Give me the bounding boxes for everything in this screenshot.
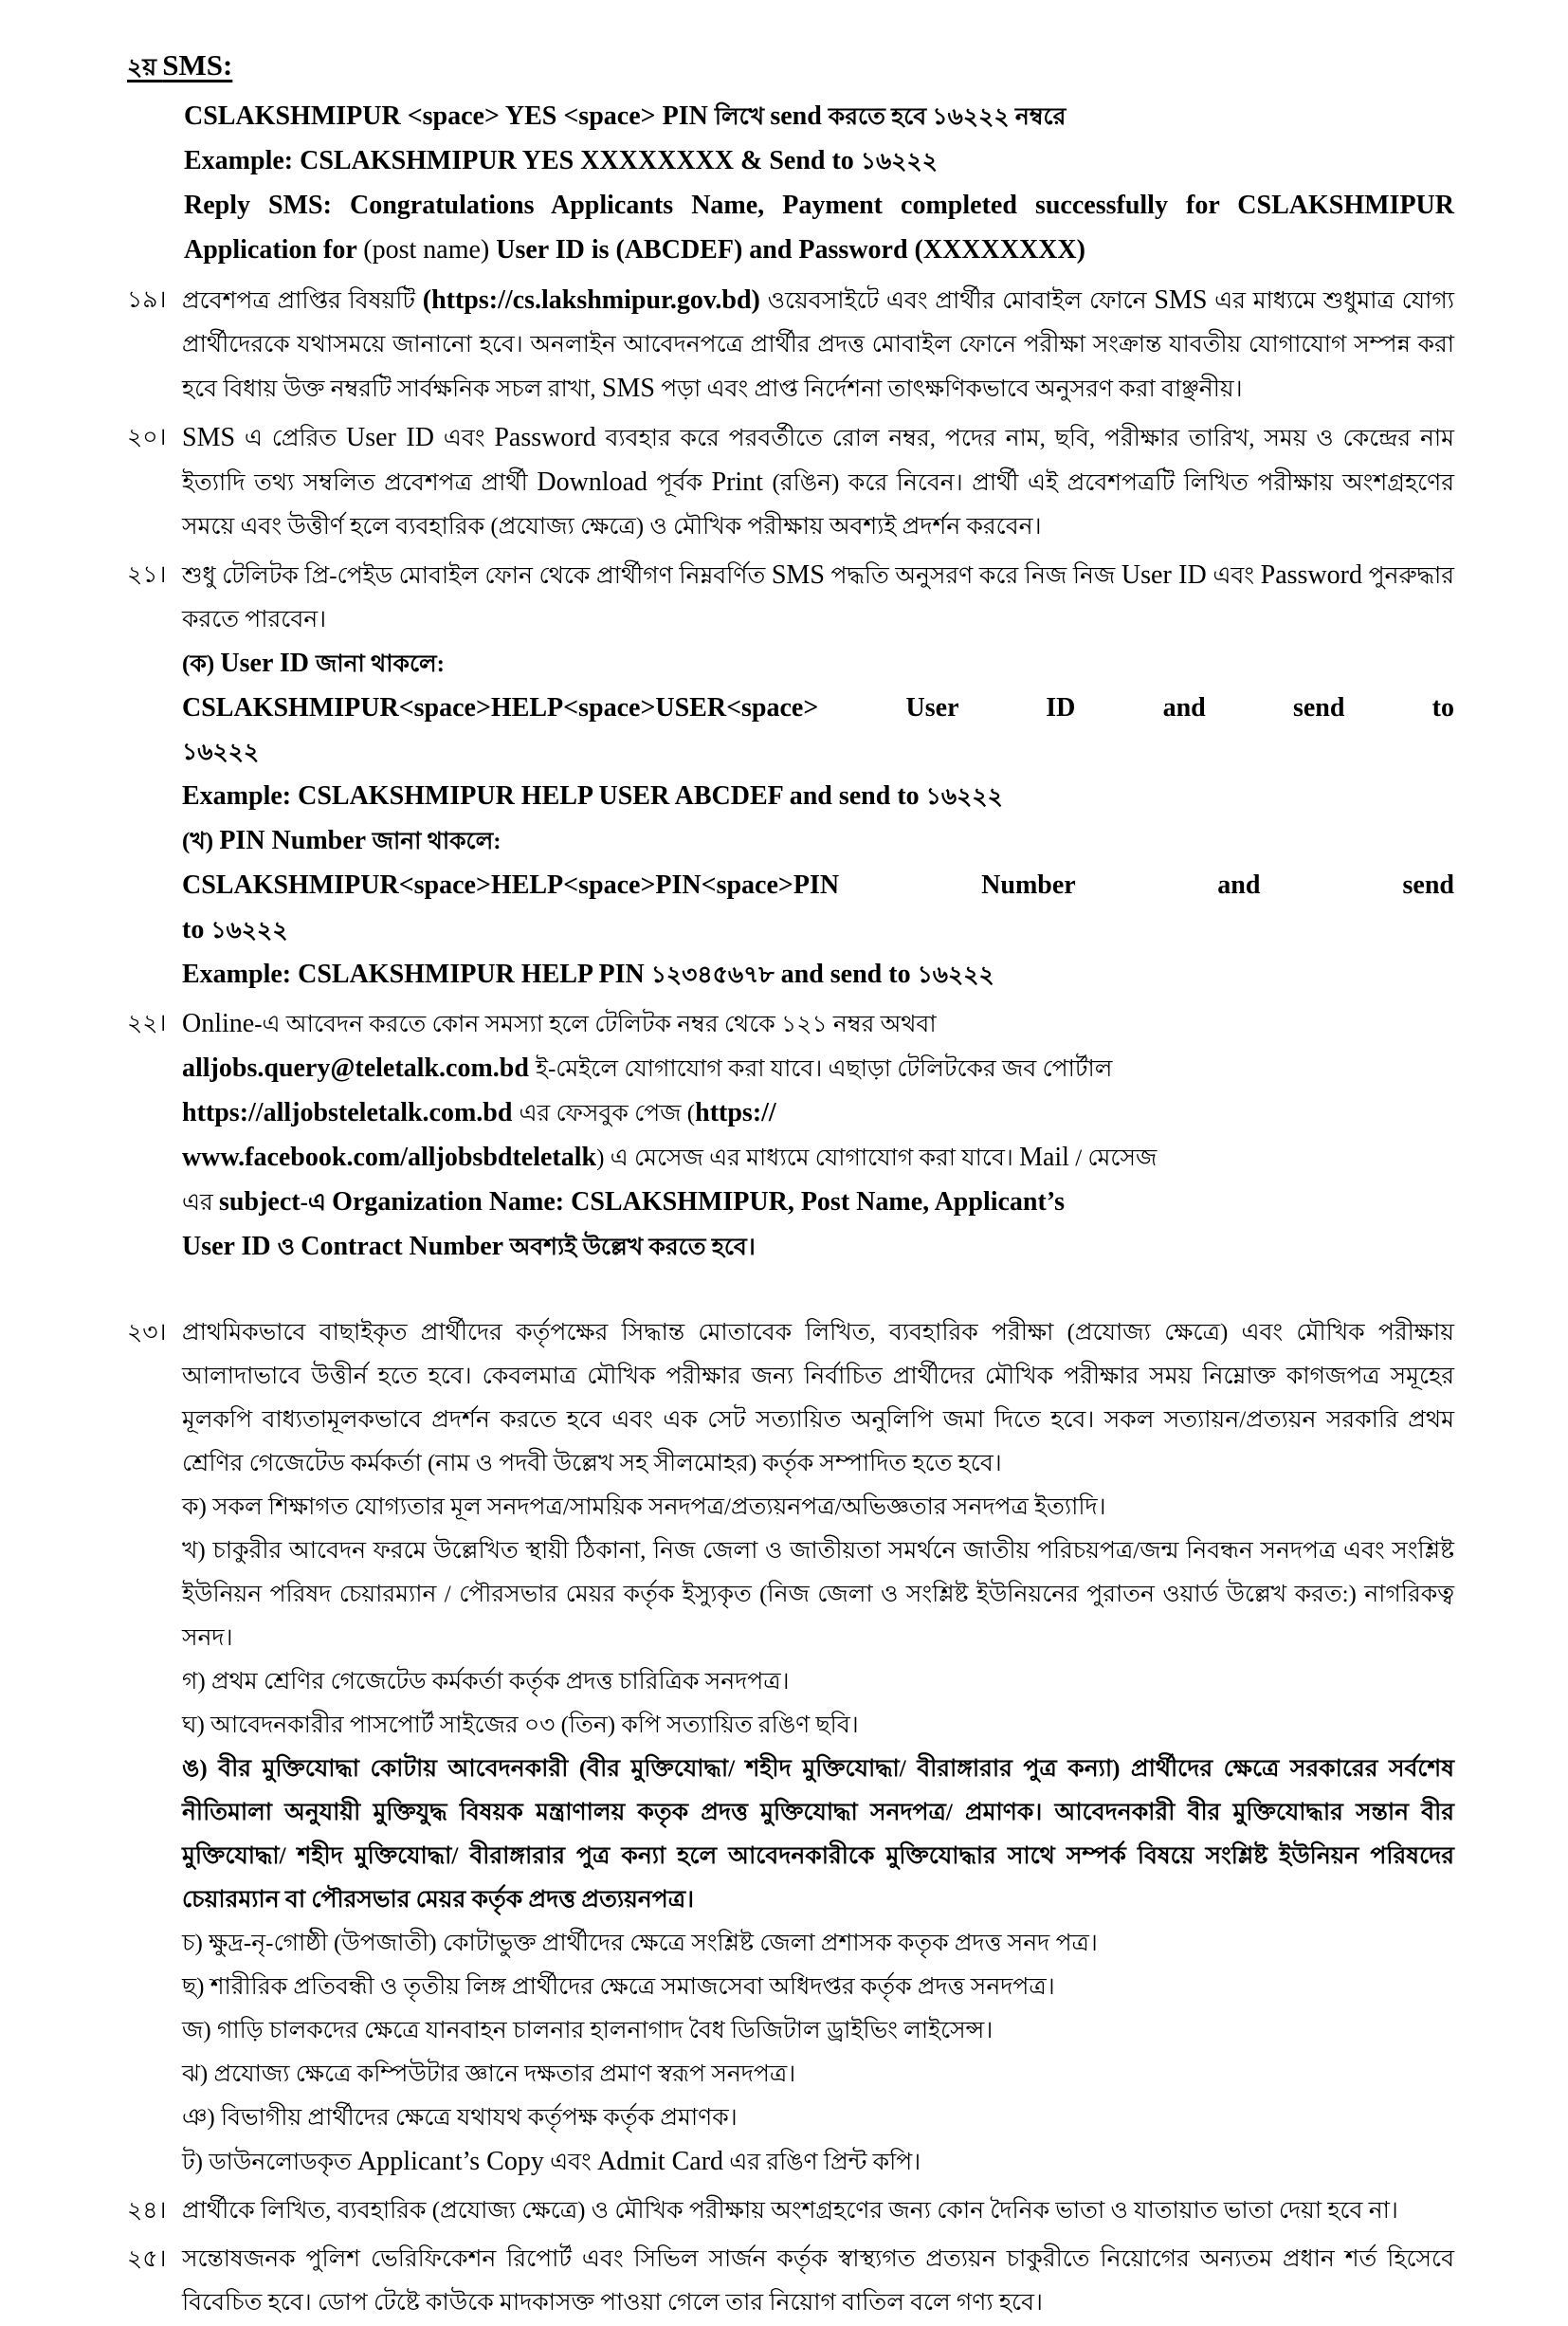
paragraph xyxy=(182,954,1454,998)
bengali-text: জানা থাকলে: xyxy=(372,829,501,854)
bengali-text: (ক) xyxy=(182,651,221,677)
list-item xyxy=(127,555,1454,998)
paragraph xyxy=(182,1705,1454,1749)
paragraph xyxy=(182,1226,1454,1271)
bengali-text: প্রাথমিকভাবে বাছাইকৃত প্রার্থীদের কর্তৃপক্ষের সিদ্ধান্ত মোতাবেক লিখিত, ব্যবহারিক পরীক্ষা (প্রযোজ্য ক্ষেত্রে) এবং মৌখিক পরীক্ষায় আলাদাভাবে উত্তীর্ন হতে হবে। কেবলমাত্র মৌখিক পরীক্ষার জন্য নির্বাচিত প্রার্থীদের মৌখিক পরীক্ষার সময় নিম্নোক্ত কাগজপত্র সমূহের মূলকপি বাধ্যতামূলকভাবে প্রদর্শন করতে হবে এবং এক সেট সত্যায়িত অনুলিপি জমা দিতে হবে। সকল সত্যায়ন/প্রত্যয়ন সরকারি প্রথম শ্রেণির গেজেটেড কর্মকর্তা (নাম ও পদবী উল্লেখ সহ সীলমোহর) কর্তৃক সম্পাদিত হতে হবে। xyxy=(182,1320,1454,1476)
paragraph xyxy=(182,1530,1454,1661)
paragraph xyxy=(182,2054,1454,2097)
paragraph xyxy=(182,555,1454,643)
bengali-text: ব্যবহার করে পরবর্তীতে রোল নম্বর, পদের নাম, ছবি, পরীক্ষার তারিখ, সময় ও কেন্দ্রের নাম ইত্যাদি তথ্য সম্বলিত প্রবেশপত্র প্রার্থী xyxy=(182,426,1455,496)
list-item xyxy=(127,1312,1454,2186)
bengali-text: পড়া এবং প্রাপ্ত নির্দেশনা তাৎক্ষণিকভাবে অনুসরণ করা বাঞ্ছনীয়। xyxy=(654,376,1243,402)
bengali-text: ও xyxy=(277,1235,301,1260)
bengali-text: ক) সকল শিক্ষাগত যোগ্যতার মূল সনদপত্র/সাময়িক সনদপত্র/প্রত্যয়নপত্র/অভিজ্ঞতার সনদপত্র ইত্যাদি। xyxy=(182,1494,1106,1520)
bengali-text: অবশ্যই উল্লেখ করতে হবে। xyxy=(509,1235,756,1260)
english-text: SMS xyxy=(601,374,655,403)
bengali-text: -এ আবেদন করতে কোন সমস্যা হলে টেলিটক নম্বর থেকে ১২১ নম্বর অথবা xyxy=(254,1012,937,1037)
bengali-text: খ) চাকুরীর আবেদন ফরমে উল্লেখিত স্থায়ী ঠিকানা, নিজ জেলা ও জাতীয়তা সমর্থনে জাতীয় পরিচয়পত্র/জন্ম নিবন্ধন সনদপত্র এবং সংশ্লিষ্ট ইউনিয়ন পরিষদ চেয়ারম্যান / পৌরসভার মেয়র কর্তৃক ইস্যুকৃত (নিজ জেলা ও সংশ্লিষ্ট ইউনিয়নের পুরাতন ওয়ার্ড উল্লেখ করত:) নাগরিকত্ব সনদ। xyxy=(182,1538,1454,1651)
item-number: ২১। xyxy=(127,562,167,588)
item-content xyxy=(182,2190,1454,2234)
bengali-text: পূর্বক xyxy=(647,470,712,496)
bengali-text: এবং xyxy=(543,2150,598,2175)
paragraph xyxy=(182,417,1454,550)
bengali-text: এর xyxy=(182,1190,220,1216)
list-item xyxy=(127,2190,1454,2234)
list-item xyxy=(127,417,1454,550)
paragraph xyxy=(182,1749,1454,1923)
bengali-text: ওয়েবসাইটে এবং প্রার্থীর মোবাইল ফোনে xyxy=(759,288,1155,314)
english-text: PIN Number xyxy=(219,826,373,855)
bengali-text: ঙ) বীর মুক্তিযোদ্ধা কোটায় আবেদনকারী (বীর মুক্তিযোদ্ধা/ শহীদ মুক্তিযোদ্ধা/ বীরাঙ্গারার পুত্র কন্যা) প্রার্থীদের ক্ষেত্রে সরকারের সর্বশেষ নীতিমালা অনুযায়ী মুক্তিযুদ্ধ বিষয়ক মন্ত্রাণালয় কতৃক প্রদত্ত মুক্তিযোদ্ধা সনদপত্র/ প্রমাণক। আবেদনকারী বীর মুক্তিযোদ্ধার সন্তান বীর মুক্তিযোদ্ধা/ শহীদ মুক্তিযোদ্ধা/ বীরাঙ্গারার পুত্র কন্যা হলে আবেদনকারীকে মুক্তিযোদ্ধার সাথে সম্পর্ক বিষয়ে সংশ্লিষ্ট ইউনিয়ন পরিষদের চেয়ারম্যান বা পৌরসভার মেয়র কর্তৃক প্রদত্ত প্রত্যয়নপত্র। xyxy=(182,1756,1454,1913)
bengali-text: পদ্ধতি অনুসরণ করে নিজ নিজ xyxy=(824,563,1121,589)
english-text: User ID xyxy=(346,423,434,452)
english-text: Applicant’s Copy xyxy=(357,2147,544,2176)
english-text: Online xyxy=(182,1009,255,1038)
paragraph xyxy=(182,1181,1454,1226)
item-content xyxy=(182,555,1454,998)
english-text: Print xyxy=(711,467,763,497)
bengali-text: এবং xyxy=(433,426,495,451)
bengali-text: এর রঙিণ প্রিন্ট কপি। xyxy=(723,2150,921,2175)
english-text: Organization Name: CSLAKSHMIPUR, Post Name, Applicant’s xyxy=(332,1187,1066,1217)
heading-title: SMS: xyxy=(162,48,233,82)
paragraph xyxy=(182,2097,1454,2141)
item-number: ২৪। xyxy=(127,2198,167,2224)
item-number: ২০। xyxy=(127,425,167,450)
paragraph xyxy=(182,865,1454,909)
paragraph xyxy=(182,1312,1454,1487)
paragraph xyxy=(184,185,1454,274)
paragraph xyxy=(182,820,1454,865)
paragraph xyxy=(182,2010,1454,2054)
english-text: Admit Card xyxy=(597,2147,724,2176)
english-text: Mail xyxy=(1019,1143,1069,1172)
bengali-text: এ প্রেরিত xyxy=(235,426,346,451)
english-text: Download xyxy=(537,467,647,497)
bengali-text: সন্তোষজনক পুলিশ ভেরিফিকেশন রিপোর্ট এবং সিভিল সার্জন কর্তৃক স্বাস্থ্যগত প্রত্যয়ন চাকুরীতে নিয়োগের অন্যতম প্রধান শর্ত হিসেবে বিবেচিত হবে। ডোপ টেষ্টে কাউকে মাদকাসক্ত পাওয়া গেলে তার নিয়োগ বাতিল বলে গণ্য হবে। xyxy=(182,2246,1454,2316)
item-content xyxy=(182,417,1454,550)
paragraph xyxy=(182,1137,1454,1181)
bengali-text: (রঙিন) করে নিবেন। প্রার্থী এই প্রবেশপত্রটি লিখিত পরীক্ষায় অংশগ্রহণের সময়ে এবং উত্তীর্ণ হলে ব্যবহারিক (প্রযোজ্য ক্ষেত্রে) ও মৌখিক পরীক্ষায় অবশ্যই প্রদর্শন করবেন। xyxy=(182,470,1455,540)
bengali-text: ১৬২২২ xyxy=(210,918,288,943)
english-text: SMS xyxy=(1154,285,1208,315)
english-text: https:// xyxy=(695,1098,776,1127)
paragraph xyxy=(182,687,1454,732)
bengali-text: জ) গাড়ি চালকদের ক্ষেত্রে যানবাহন চালনার হালনাগাদ বৈধ ডিজিটাল ড্রাইভিং লাইসেন্স। xyxy=(182,2018,994,2043)
english-text: Example: CSLAKSHMIPUR YES XXXXXXXX & Send to xyxy=(184,146,861,175)
paragraph xyxy=(182,643,1454,687)
intro-block xyxy=(184,96,1454,274)
items-list xyxy=(127,280,1454,2326)
paragraph xyxy=(182,280,1454,412)
bengali-text: -এ xyxy=(300,1190,333,1216)
bengali-text: ১৬২২২ xyxy=(182,740,260,765)
english-text: User ID xyxy=(182,1232,278,1261)
bengali-text: এবং xyxy=(1206,563,1261,589)
item-number: ২৫। xyxy=(127,2246,167,2272)
bengali-text: এর ফেসবুক পেজ ( xyxy=(519,1101,696,1126)
bengali-text: ঝ) প্রযোজ্য ক্ষেত্রে কম্পিউটার জ্ঞানে দক্ষতার প্রমাণ স্বরূপ সনদপত্র। xyxy=(182,2061,796,2087)
bengali-text: ১৬২২২ xyxy=(860,149,939,174)
list-item xyxy=(127,2239,1454,2326)
list-item xyxy=(127,1003,1454,1271)
bengali-text: ১৬২২২ xyxy=(917,962,994,988)
bengali-text: ই-মেইলে যোগাযোগ করা যাবে। এছাড়া টেলিটকের জব পোর্টাল xyxy=(535,1056,1113,1082)
english-text: User ID xyxy=(1121,560,1207,590)
bengali-text: ঘ) আবেদনকারীর পাসপোর্ট সাইজের ০৩ (তিন) কপি সত্যায়িত রঙিণ ছবি। xyxy=(182,1712,859,1738)
english-text: Password xyxy=(1260,560,1362,590)
paragraph xyxy=(182,1003,1454,1048)
english-text: https://alljobsteletalk.com.bd xyxy=(182,1098,520,1127)
english-text: Contract Number xyxy=(301,1232,510,1261)
bengali-text: ১৬২২২ xyxy=(925,784,1003,810)
english-text: User ID xyxy=(220,649,316,678)
bengali-text: / মেসেজ xyxy=(1068,1145,1158,1171)
bengali-text: শুধু টেলিটক প্রি-পেইড মোবাইল ফোন থেকে প্রার্থীগণ নিম্নবর্ণিত xyxy=(182,563,772,589)
english-text: Reply SMS: Congratulations Applicants Name, Payment completed successfully for CSLAKSHMIPUR Application for xyxy=(184,191,1454,265)
english-text: alljobs.query@teletalk.com.bd xyxy=(182,1053,536,1083)
paragraph xyxy=(182,2239,1454,2326)
english-text: send xyxy=(770,101,829,131)
english-text: www.facebook.com/alljobsbdteletalk xyxy=(182,1143,597,1172)
page-title xyxy=(127,47,1454,86)
bengali-text: ছ) শারীরিক প্রতিবন্ধী ও তৃতীয় লিঙ্গ প্রার্থীদের ক্ষেত্রে সমাজসেবা অধিদপ্তর কর্তৃক প্রদত্ত সনদপত্র। xyxy=(182,1974,1055,2000)
bengali-text: ) এ মেসেজ এর মাধ্যমে যোগাযোগ করা যাবে। xyxy=(596,1145,1020,1171)
english-text: to xyxy=(182,915,211,944)
paragraph xyxy=(184,140,1454,185)
paragraph xyxy=(182,1487,1454,1530)
bengali-text: প্রবেশপত্র প্রাপ্তির বিষয়টি xyxy=(182,288,423,314)
paragraph xyxy=(182,732,1454,776)
paragraph xyxy=(182,1923,1454,1967)
paragraph xyxy=(182,1048,1454,1092)
bengali-text: (খ) xyxy=(182,829,220,854)
bengali-text: ১২৩৪৫৬৭৮ xyxy=(650,962,775,988)
english-text: subject xyxy=(219,1187,301,1217)
bengali-text: চ) ক্ষুদ্র-নৃ-গোষ্ঠী (উপজাতী) কোটাভুক্ত প্রার্থীদের ক্ষেত্রে সংশ্লিষ্ট জেলা প্রশাসক কতৃক প্রদত্ত সনদ পত্র। xyxy=(182,1931,1098,1956)
bengali-text: করতে হবে ১৬২২২ নম্বরে xyxy=(828,104,1067,130)
english-text: SMS xyxy=(771,560,825,590)
item-number: ১৯। xyxy=(127,287,167,313)
english-text: Example: CSLAKSHMIPUR HELP PIN xyxy=(182,960,651,989)
item-content xyxy=(182,1003,1454,1271)
english-text: (https://cs.lakshmipur.gov.bd) xyxy=(422,285,760,315)
bengali-text: গ) প্রথম শ্রেণির গেজেটেড কর্মকর্তা কর্তৃক প্রদত্ত চারিত্রিক সনদপত্র। xyxy=(182,1669,790,1694)
english-text: CSLAKSHMIPUR <space> YES <space> PIN xyxy=(184,101,715,131)
bengali-text: প্রার্থীকে লিখিত, ব্যবহারিক (প্রযোজ্য ক্ষেত্রে) ও মৌখিক পরীক্ষায় অংশগ্রহণের জন্য কোন দৈনিক ভাতা ও যাতায়াত ভাতা দেয়া হবে না। xyxy=(182,2198,1398,2224)
bengali-text: জানা থাকলে: xyxy=(316,651,445,677)
heading-prefix: ২য় xyxy=(127,55,163,81)
bengali-text: পুনরুদ্ধার করতে পারবেন। xyxy=(182,563,1454,632)
bengali-text: ট) ডাউনলোডকৃত xyxy=(182,2150,358,2175)
english-text: (post name) xyxy=(363,235,490,265)
english-text: SMS xyxy=(182,423,236,452)
list-item xyxy=(127,280,1454,412)
paragraph xyxy=(182,1092,1454,1137)
paragraph xyxy=(182,1661,1454,1705)
paragraph xyxy=(182,1967,1454,2010)
english-text: CSLAKSHMIPUR<space>HELP<space>PIN<space>PIN Number and send xyxy=(182,870,1454,900)
english-text: Example: CSLAKSHMIPUR HELP USER ABCDEF and send to xyxy=(182,781,926,811)
item-number: ২৩। xyxy=(127,1320,167,1346)
item-content xyxy=(182,280,1454,412)
bengali-text: এর মাধ্যমে শুধুমাত্র যোগ্য প্রার্থীদেরকে যথাসময়ে জানানো হবে। অনলাইন আবেদনপত্রে প্রার্থীর প্রদত্ত মোবাইল ফোনে পরীক্ষা সংক্রান্ত যাবতীয় যোগাযোগ সম্পন্ন করা হবে বিধায় উক্ত নম্বরটি সার্বক্ষনিক সচল রাখা, xyxy=(182,288,1455,402)
item-content xyxy=(182,1312,1454,2186)
paragraph xyxy=(182,2190,1454,2234)
english-text: User ID is (ABCDEF) and Password (XXXXXXXX) xyxy=(489,235,1085,265)
paragraph xyxy=(182,776,1454,820)
english-text: CSLAKSHMIPUR<space>HELP<space>USER<space> User ID and send to xyxy=(182,693,1454,723)
paragraph xyxy=(182,2141,1454,2186)
english-text: and send to xyxy=(774,960,918,989)
paragraph xyxy=(184,96,1454,140)
english-text: Password xyxy=(494,423,596,452)
item-number: ২২। xyxy=(127,1011,167,1036)
paragraph xyxy=(182,909,1454,954)
item-content xyxy=(182,2239,1454,2326)
bengali-text: ঞ) বিভাগীয় প্রার্থীদের ক্ষেত্রে যথাযথ কর্তৃপক্ষ কর্তৃক প্রমাণক। xyxy=(182,2105,738,2131)
bengali-text: লিখে xyxy=(714,104,771,130)
